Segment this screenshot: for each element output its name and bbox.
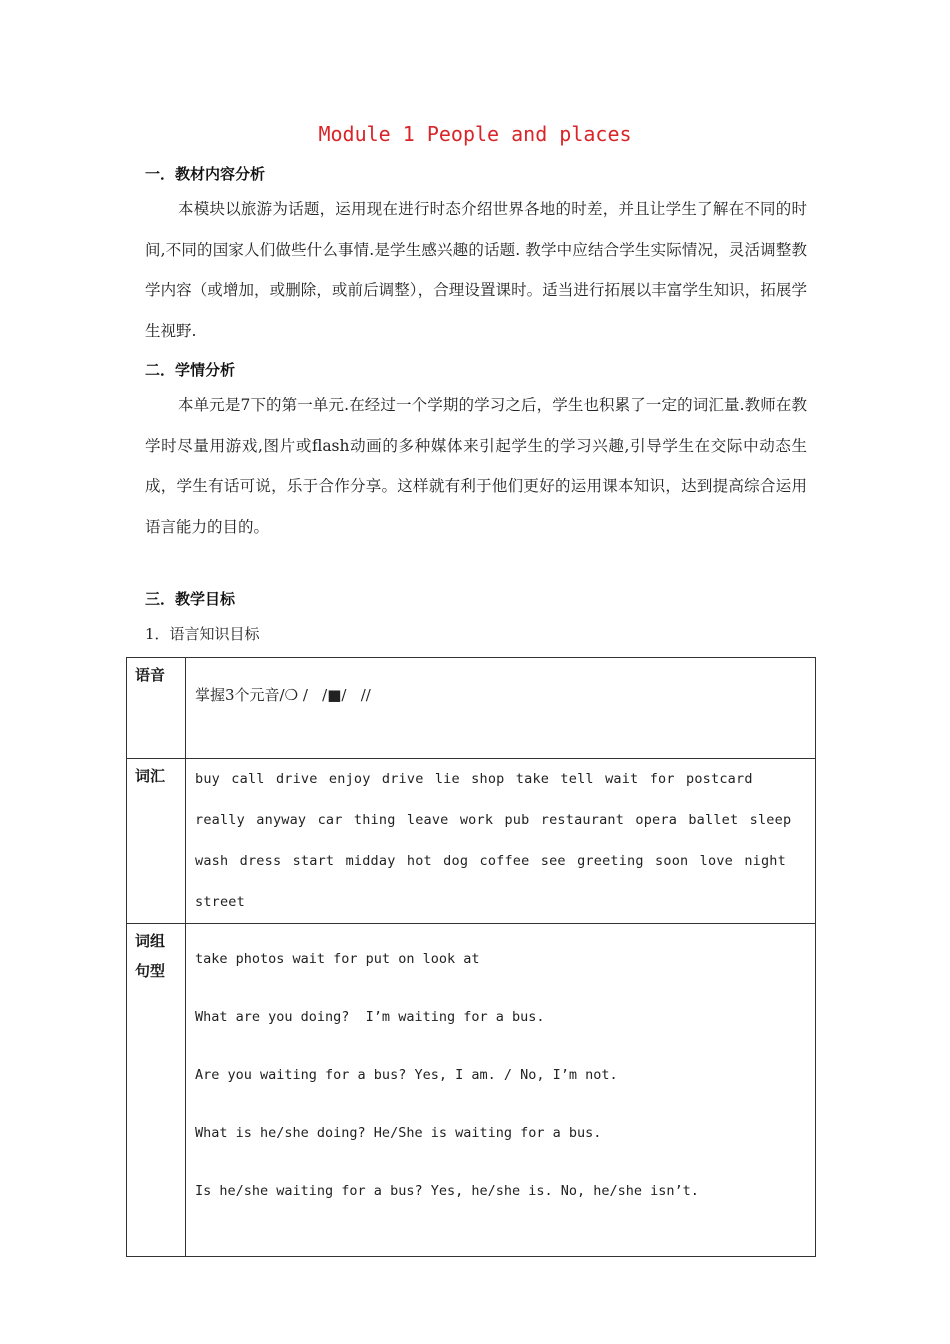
section-heading-student-analysis: 二．学情分析	[145, 361, 236, 379]
vocabulary-cell	[186, 759, 816, 924]
sentence-line: take photos wait for put on look at	[195, 951, 480, 967]
section-heading-teaching-goals: 三．教学目标	[145, 590, 236, 608]
phonetics-cell	[186, 658, 816, 759]
page-title: Module 1 People and places	[318, 122, 632, 146]
sentence-list	[195, 924, 807, 1220]
table-row	[127, 924, 816, 1257]
row-label-phonetics: 语音	[127, 658, 186, 759]
section-body-content-analysis: 本模块以旅游为话题，运用现在进行时态介绍世界各地的时差，并且让学生了解在不同的时间,不同的国家人们做些什么事情.是学生感兴趣的话题. 教学中应结合学生实际情况，灵活调整教学内容（或增加，或删除，或前后调整），合理设置课时。适当进行拓展以丰富学生知识，拓展学生视野.	[145, 200, 807, 340]
row-label-vocabulary: 词汇	[127, 759, 186, 924]
section-heading-content-analysis: 一．教材内容分析	[145, 165, 266, 183]
goals-table	[126, 657, 816, 1257]
sentence-line: What are you doing? I’m waiting for a bus.	[195, 1009, 545, 1025]
vocabulary-text: buy call drive enjoy drive lie shop take tell wait for postcard really anyway car thing leave work pub restaurant opera ballet sleep wash dress start midday hot dog coffee see greeting soon love night street	[195, 771, 792, 910]
section-body-student-analysis: 本单元是7下的第一单元.在经过一个学期的学习之后，学生也积累了一定的词汇量.教师在教学时尽量用游戏,图片或flash动画的多种媒体来引起学生的学习兴趣,引导学生在交际中动态生成，学生有话可说，乐于合作分享。这样就有利于他们更好的运用课本知识，达到提高综合运用语言能力的目的。	[145, 396, 807, 536]
row-label-phrases-sentences-text: 词组 句型	[135, 932, 166, 980]
subheading-language-knowledge: 1．语言知识目标	[145, 625, 260, 643]
sentence-line: What is he/she doing? He/She is waiting for a bus.	[195, 1125, 602, 1141]
phonetics-text: 掌握3个元音/❍ / /■/ //	[195, 686, 371, 704]
table-row	[127, 759, 816, 924]
phrases-sentences-cell	[186, 924, 816, 1257]
sentence-line: Is he/she waiting for a bus? Yes, he/she is. No, he/she isn’t.	[195, 1183, 699, 1199]
row-label-phrases-sentences	[127, 924, 186, 1257]
table-row	[127, 658, 816, 759]
sentence-line: Are you waiting for a bus? Yes, I am. / No, I’m not.	[195, 1067, 618, 1083]
